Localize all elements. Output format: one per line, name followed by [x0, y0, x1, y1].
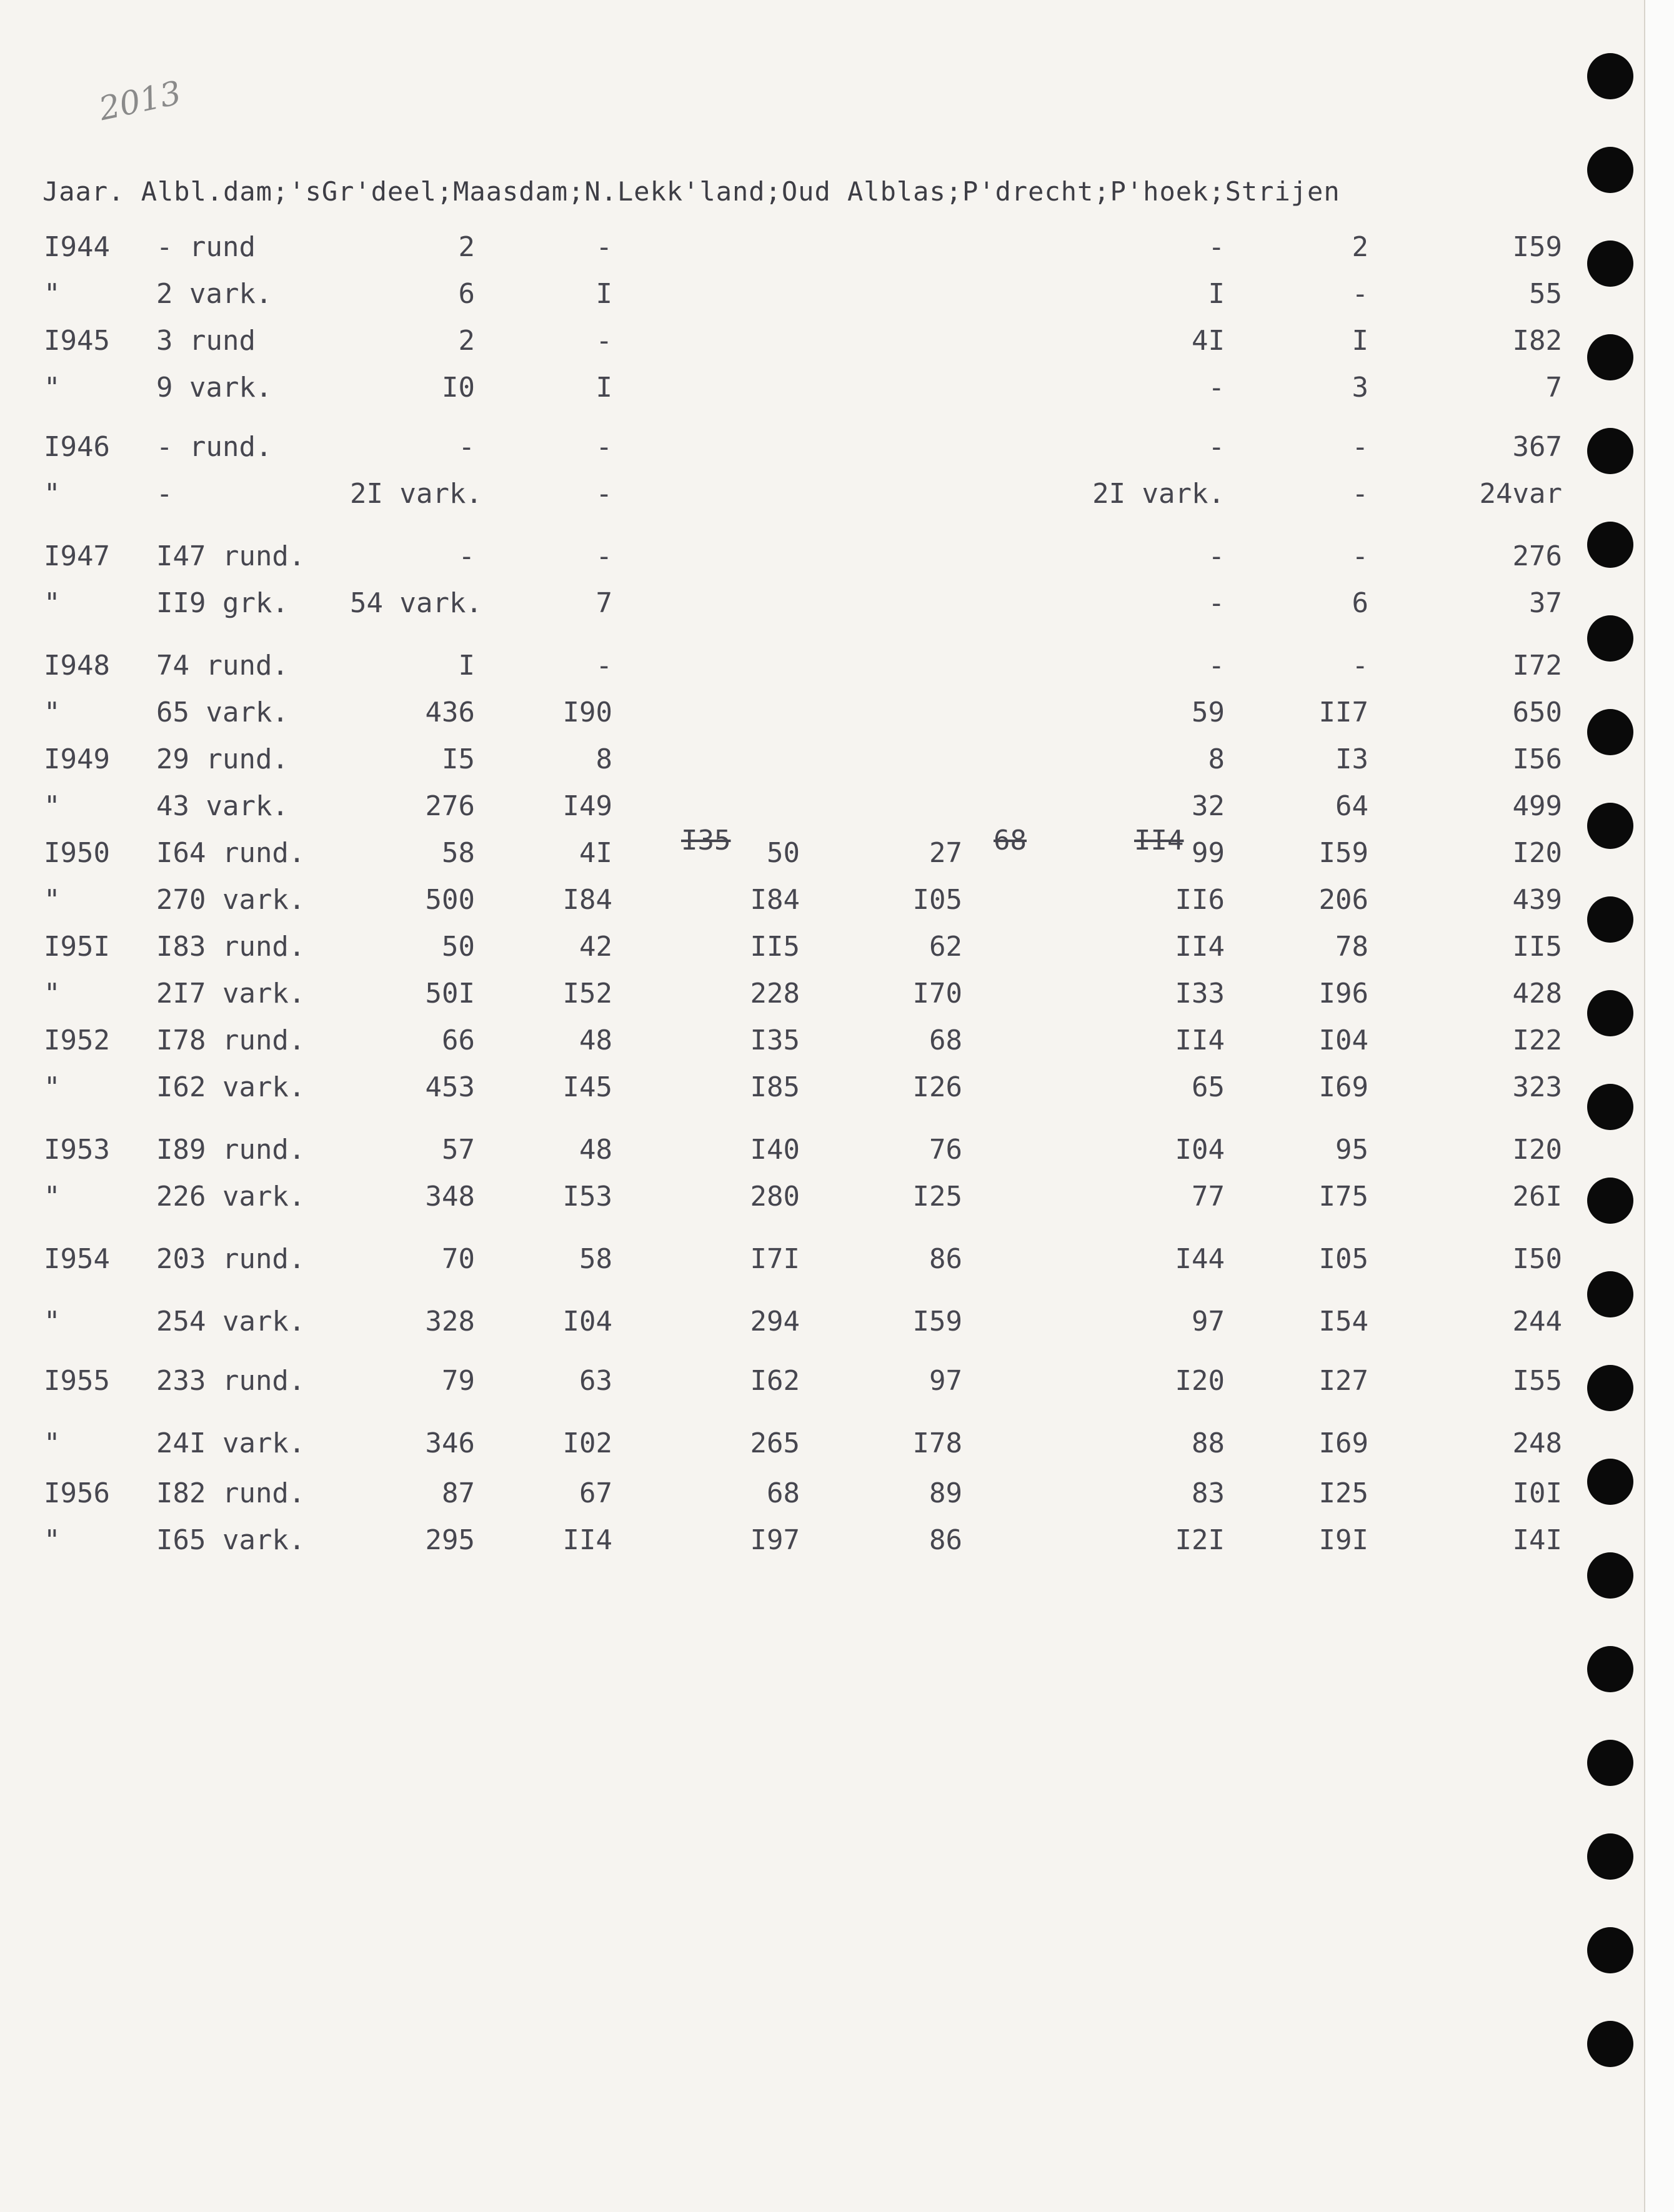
cell-strijen: 244: [1512, 1306, 1562, 1337]
cell-phoek: I3: [1335, 743, 1368, 775]
binder-hole: [1587, 1833, 1633, 1880]
cell-pdr: -: [1208, 587, 1225, 619]
cell-maas: I49: [562, 790, 612, 822]
cell-year: ": [44, 697, 61, 728]
cell-phoek: I59: [1318, 837, 1368, 869]
cell-maas: I: [595, 372, 612, 404]
cell-year: I952: [44, 1024, 110, 1056]
cell-phoek: I05: [1318, 1243, 1368, 1275]
cell-oud: 97: [929, 1365, 962, 1397]
cell-sgr: 453: [425, 1071, 475, 1103]
cell-year: I956: [44, 1477, 110, 1509]
cell-maas: 63: [579, 1365, 612, 1397]
cell-maas: 58: [579, 1243, 612, 1275]
cell-phoek: -: [1352, 431, 1368, 463]
cell-sgr: 87: [442, 1477, 475, 1509]
cell-maas: I04: [562, 1306, 612, 1337]
cell-albl: 3 rund: [156, 325, 256, 357]
cell-phoek: -: [1352, 650, 1368, 682]
cell-phoek: I04: [1318, 1024, 1368, 1056]
binder-hole: [1587, 334, 1633, 380]
cell-lekk: I35: [750, 1024, 800, 1056]
cell-maas: I90: [562, 697, 612, 728]
cell-year: I949: [44, 743, 110, 775]
cell-albl: I65 vark.: [156, 1524, 306, 1556]
binder-hole: [1587, 1552, 1633, 1599]
cell-sgr: 6: [458, 278, 475, 310]
cell-phoek: 95: [1335, 1134, 1368, 1166]
cell-sgr: 2: [458, 325, 475, 357]
binder-hole: [1587, 615, 1633, 662]
cell-year: ": [44, 1071, 61, 1103]
cell-year: ": [44, 278, 61, 310]
cell-strijen: I22: [1512, 1024, 1562, 1056]
cell-lekk: 280: [750, 1181, 800, 1213]
binder-hole: [1587, 1740, 1633, 1786]
cell-albl: 24I vark.: [156, 1427, 306, 1459]
cell-pdr: -: [1208, 372, 1225, 404]
cell-pdr: 4I: [1192, 325, 1225, 357]
cell-phoek: 3: [1352, 372, 1368, 404]
binder-hole: [1587, 428, 1633, 474]
cell-sgr: 70: [442, 1243, 475, 1275]
cell-maas: I02: [562, 1427, 612, 1459]
binder-hole: [1587, 147, 1633, 193]
cell-pdr: 59: [1192, 697, 1225, 728]
cell-maas: 7: [595, 587, 612, 619]
cell-albl: 43 vark.: [156, 790, 289, 822]
struck-value: 68: [994, 825, 1027, 856]
cell-phoek: I27: [1318, 1365, 1368, 1397]
cell-lekk: 50: [767, 837, 800, 869]
cell-strijen: I4I: [1512, 1524, 1562, 1556]
cell-year: I948: [44, 650, 110, 682]
cell-maas: 48: [579, 1134, 612, 1166]
cell-strijen: 26I: [1512, 1181, 1562, 1213]
cell-year: I944: [44, 231, 110, 263]
cell-phoek: I69: [1318, 1071, 1368, 1103]
cell-albl: I64 rund.: [156, 837, 306, 869]
cell-lekk: 228: [750, 978, 800, 1009]
cell-albl: I78 rund.: [156, 1024, 306, 1056]
cell-phoek: 64: [1335, 790, 1368, 822]
cell-phoek: 2: [1352, 231, 1368, 263]
cell-sgr: 2: [458, 231, 475, 263]
cell-sgr: 276: [425, 790, 475, 822]
binder-holes: [1587, 0, 1637, 2212]
binder-hole: [1587, 1646, 1633, 1692]
cell-year: I954: [44, 1243, 110, 1275]
cell-pdr: I44: [1175, 1243, 1225, 1275]
cell-phoek: I69: [1318, 1427, 1368, 1459]
cell-maas: II4: [562, 1524, 612, 1556]
cell-albl: -: [156, 478, 173, 510]
cell-maas: -: [595, 540, 612, 572]
cell-maas: -: [595, 431, 612, 463]
cell-albl: I82 rund.: [156, 1477, 306, 1509]
cell-strijen: I82: [1512, 325, 1562, 357]
cell-strijen: 55: [1529, 278, 1562, 310]
cell-oud: 27: [929, 837, 962, 869]
cell-albl: 226 vark.: [156, 1181, 306, 1213]
cell-phoek: I25: [1318, 1477, 1368, 1509]
cell-albl: - rund.: [156, 431, 272, 463]
cell-oud: I59: [912, 1306, 962, 1337]
table-header: Jaar. Albl.dam;'sGr'deel;Maasdam;N.Lekk'land;Oud Alblas;P'drecht;P'hoek;Strijen: [42, 176, 1340, 207]
cell-sgr: -: [458, 540, 475, 572]
cell-sgr: 295: [425, 1524, 475, 1556]
binder-hole: [1587, 241, 1633, 287]
cell-pdr: 65: [1192, 1071, 1225, 1103]
cell-albl: 2 vark.: [156, 278, 272, 310]
cell-albl: 233 rund.: [156, 1365, 306, 1397]
binder-hole: [1587, 709, 1633, 755]
binder-hole: [1587, 1084, 1633, 1130]
cell-albl: - rund: [156, 231, 256, 263]
binder-hole: [1587, 1459, 1633, 1505]
cell-strijen: I56: [1512, 743, 1562, 775]
page-edge: [1644, 0, 1674, 2212]
struck-value: II4: [1134, 825, 1184, 856]
cell-strijen: 323: [1512, 1071, 1562, 1103]
cell-albl: 270 vark.: [156, 884, 306, 916]
cell-lekk: I40: [750, 1134, 800, 1166]
cell-strijen: 248: [1512, 1427, 1562, 1459]
cell-albl: 2I7 vark.: [156, 978, 306, 1009]
cell-maas: I53: [562, 1181, 612, 1213]
cell-phoek: -: [1352, 540, 1368, 572]
cell-strijen: 650: [1512, 697, 1562, 728]
cell-oud: 86: [929, 1524, 962, 1556]
cell-sgr: 66: [442, 1024, 475, 1056]
cell-pdr: -: [1208, 540, 1225, 572]
cell-pdr: I33: [1175, 978, 1225, 1009]
binder-hole: [1587, 990, 1633, 1036]
cell-pdr: II4: [1175, 1024, 1225, 1056]
binder-hole: [1587, 53, 1633, 99]
cell-albl: I47 rund.: [156, 540, 306, 572]
cell-year: I945: [44, 325, 110, 357]
cell-albl: 9 vark.: [156, 372, 272, 404]
cell-year: ": [44, 884, 61, 916]
cell-albl: 254 vark.: [156, 1306, 306, 1337]
cell-oud: 86: [929, 1243, 962, 1275]
cell-lekk: I85: [750, 1071, 800, 1103]
cell-oud: I78: [912, 1427, 962, 1459]
cell-maas: I84: [562, 884, 612, 916]
cell-albl: II9 grk.: [156, 587, 289, 619]
cell-oud: 68: [929, 1024, 962, 1056]
cell-year: I953: [44, 1134, 110, 1166]
cell-phoek: -: [1352, 478, 1368, 510]
cell-lekk: I84: [750, 884, 800, 916]
cell-pdr: 32: [1192, 790, 1225, 822]
cell-year: ": [44, 790, 61, 822]
cell-year: I955: [44, 1365, 110, 1397]
cell-strijen: I20: [1512, 837, 1562, 869]
cell-strijen: I20: [1512, 1134, 1562, 1166]
binder-hole: [1587, 896, 1633, 943]
cell-strijen: I50: [1512, 1243, 1562, 1275]
cell-maas: 48: [579, 1024, 612, 1056]
cell-year: I946: [44, 431, 110, 463]
cell-phoek: I54: [1318, 1306, 1368, 1337]
cell-albl: I89 rund.: [156, 1134, 306, 1166]
cell-year: I950: [44, 837, 110, 869]
cell-lekk: II5: [750, 931, 800, 963]
cell-strijen: I72: [1512, 650, 1562, 682]
cell-albl: 29 rund.: [156, 743, 289, 775]
cell-maas: 42: [579, 931, 612, 963]
cell-year: ": [44, 587, 61, 619]
cell-oud: I70: [912, 978, 962, 1009]
cell-oud: 62: [929, 931, 962, 963]
cell-lekk: 68: [767, 1477, 800, 1509]
cell-strijen: 499: [1512, 790, 1562, 822]
cell-pdr: 8: [1208, 743, 1225, 775]
cell-pdr: -: [1208, 431, 1225, 463]
cell-strijen: 367: [1512, 431, 1562, 463]
cell-maas: -: [595, 325, 612, 357]
binder-hole: [1587, 1927, 1633, 1973]
cell-phoek: 78: [1335, 931, 1368, 963]
cell-maas: 67: [579, 1477, 612, 1509]
cell-albl: 65 vark.: [156, 697, 289, 728]
cell-year: ": [44, 372, 61, 404]
cell-pdr: 2I vark.: [1092, 478, 1225, 510]
cell-pdr: I20: [1175, 1365, 1225, 1397]
cell-maas: I52: [562, 978, 612, 1009]
cell-albl: I83 rund.: [156, 931, 306, 963]
cell-year: ": [44, 1524, 61, 1556]
cell-pdr: II4: [1175, 931, 1225, 963]
cell-maas: -: [595, 231, 612, 263]
cell-strijen: 7: [1545, 372, 1562, 404]
cell-oud: 76: [929, 1134, 962, 1166]
binder-hole: [1587, 522, 1633, 568]
cell-oud: 89: [929, 1477, 962, 1509]
cell-pdr: I04: [1175, 1134, 1225, 1166]
cell-sgr: I5: [442, 743, 475, 775]
cell-oud: I05: [912, 884, 962, 916]
cell-sgr: I0: [442, 372, 475, 404]
cell-pdr: 99: [1192, 837, 1225, 869]
cell-sgr: 79: [442, 1365, 475, 1397]
cell-pdr: 83: [1192, 1477, 1225, 1509]
cell-year: ": [44, 478, 61, 510]
cell-albl: 203 rund.: [156, 1243, 306, 1275]
cell-phoek: -: [1352, 278, 1368, 310]
cell-albl: I62 vark.: [156, 1071, 306, 1103]
cell-pdr: 97: [1192, 1306, 1225, 1337]
cell-sgr: 328: [425, 1306, 475, 1337]
cell-pdr: 88: [1192, 1427, 1225, 1459]
binder-hole: [1587, 1271, 1633, 1317]
cell-pdr: II6: [1175, 884, 1225, 916]
cell-pdr: -: [1208, 231, 1225, 263]
cell-pdr: I2I: [1175, 1524, 1225, 1556]
cell-sgr: 50I: [425, 978, 475, 1009]
cell-phoek: I96: [1318, 978, 1368, 1009]
binder-hole: [1587, 1178, 1633, 1224]
cell-maas: -: [595, 650, 612, 682]
cell-year: ": [44, 1427, 61, 1459]
cell-phoek: 6: [1352, 587, 1368, 619]
binder-hole: [1587, 2021, 1633, 2067]
cell-pdr: 77: [1192, 1181, 1225, 1213]
cell-sgr: 348: [425, 1181, 475, 1213]
pencil-annotation: 2013: [96, 74, 185, 129]
cell-strijen: 439: [1512, 884, 1562, 916]
cell-sgr: 54 vark.: [350, 587, 482, 619]
cell-year: ": [44, 1306, 61, 1337]
cell-lekk: I62: [750, 1365, 800, 1397]
cell-oud: I25: [912, 1181, 962, 1213]
cell-strijen: II5: [1512, 931, 1562, 963]
cell-year: ": [44, 1181, 61, 1213]
cell-strijen: 37: [1529, 587, 1562, 619]
cell-sgr: 2I vark.: [350, 478, 482, 510]
binder-hole: [1587, 803, 1633, 849]
cell-lekk: I7I: [750, 1243, 800, 1275]
cell-strijen: 428: [1512, 978, 1562, 1009]
cell-phoek: 206: [1318, 884, 1368, 916]
cell-albl: 74 rund.: [156, 650, 289, 682]
cell-strijen: 24var: [1479, 478, 1562, 510]
cell-lekk: I97: [750, 1524, 800, 1556]
cell-maas: 8: [595, 743, 612, 775]
cell-pdr: I: [1208, 278, 1225, 310]
cell-lekk: 294: [750, 1306, 800, 1337]
cell-maas: 4I: [579, 837, 612, 869]
cell-maas: I45: [562, 1071, 612, 1103]
cell-sgr: 57: [442, 1134, 475, 1166]
cell-sgr: 436: [425, 697, 475, 728]
cell-sgr: 50: [442, 931, 475, 963]
cell-phoek: II7: [1318, 697, 1368, 728]
binder-hole: [1587, 1365, 1633, 1411]
cell-pdr: -: [1208, 650, 1225, 682]
cell-phoek: I: [1352, 325, 1368, 357]
cell-lekk: 265: [750, 1427, 800, 1459]
cell-year: I947: [44, 540, 110, 572]
cell-year: I95I: [44, 931, 110, 963]
cell-strijen: I59: [1512, 231, 1562, 263]
cell-year: ": [44, 978, 61, 1009]
struck-value: I35: [681, 825, 731, 856]
cell-maas: I: [595, 278, 612, 310]
cell-sgr: 58: [442, 837, 475, 869]
cell-maas: -: [595, 478, 612, 510]
cell-oud: I26: [912, 1071, 962, 1103]
cell-sgr: 346: [425, 1427, 475, 1459]
cell-strijen: I55: [1512, 1365, 1562, 1397]
cell-phoek: I75: [1318, 1181, 1368, 1213]
cell-strijen: I0I: [1512, 1477, 1562, 1509]
cell-sgr: I: [458, 650, 475, 682]
cell-phoek: I9I: [1318, 1524, 1368, 1556]
cell-strijen: 276: [1512, 540, 1562, 572]
cell-sgr: -: [458, 431, 475, 463]
cell-sgr: 500: [425, 884, 475, 916]
